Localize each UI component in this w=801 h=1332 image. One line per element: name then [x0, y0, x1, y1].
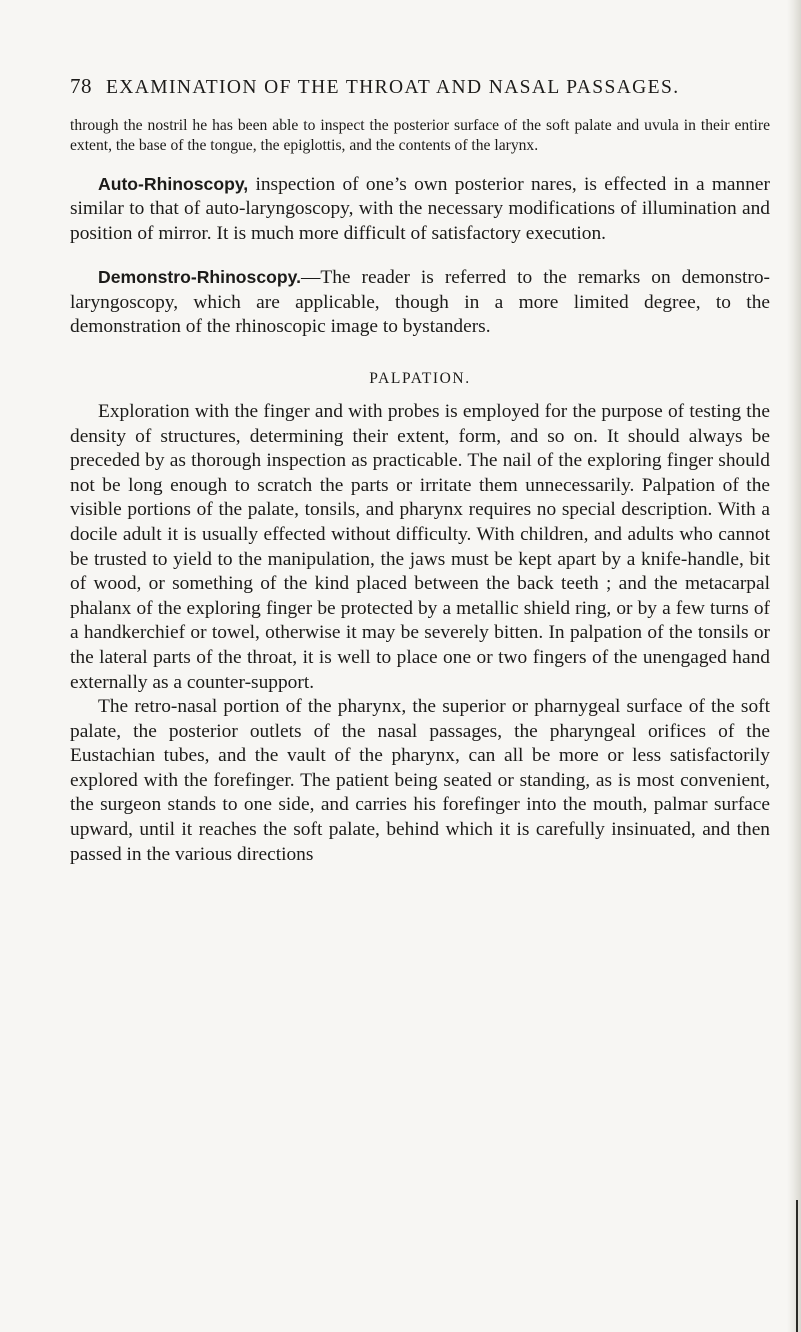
- auto-rhinoscopy-text: inspection of one’s own posterior nares, is effected in a manner similar to that of auto-laryngoscopy, with the necessary modifications of illumination and position of mirror. It is much more difficult of satisfactory execution.: [70, 173, 770, 244]
- intro-paragraph: through the nostril he has been able to inspect the posterior surface of the soft palate and uvula in their entire extent, the base of the tongue, the epiglottis, and the contents of the larynx.: [70, 117, 770, 154]
- demonstro-rhinoscopy-lead: Demonstro-Rhinoscopy.: [98, 267, 301, 288]
- section-heading-palpation: PALPATION.: [369, 369, 471, 387]
- demonstro-rhinoscopy-text: —The reader is referred to the remarks on demonstro-laryngoscopy, which are applicable, though in a more limited degree, to the demonstration of the rhinoscopic image to bystanders.: [70, 267, 770, 338]
- page-number: 78: [70, 74, 92, 98]
- running-head-title: EXAMINATION OF THE THROAT AND NASAL PASSAGES.: [106, 77, 680, 98]
- auto-rhinoscopy-paragraph: [70, 172, 770, 247]
- palpation-paragraph-1: Exploration with the finger and with probes is employed for the purpose of testing the density of structures, determining their extent, form, and so on. It should always be preceded by as thorough inspection as practicable. The nail of the exploring finger should not be long enough to scratch the parts or irritate them unnecessarily. Palpation of the visible portions of the palate, tonsils, and pharynx requires no special description. With a docile adult it is usually effected without difficulty. With children, and adults who cannot be trusted to yield to the manipulation, the jaws must be kept apart by a knife-handle, bit of wood, or something of the kind placed between the back teeth ; and the metacarpal phalanx of the exploring finger be protected by a metallic shield ring, or by a few turns of a handkerchief or towel, otherwise it may be severely bitten. In palpation of the tonsils or the lateral parts of the throat, it is well to place one or two fingers of the unengaged hand externally as a counter-support.: [70, 400, 770, 693]
- running-head: [70, 74, 770, 106]
- auto-rhinoscopy-lead: Auto-Rhinoscopy,: [98, 173, 249, 194]
- palpation-paragraph-2: The retro-nasal portion of the pharynx, the superior or pharnygeal surface of the soft palate, the posterior outlets of the nasal passages, the pharyngeal orifices of the Eustachian tubes, and the vault of the pharynx, can all be more or less satisfactorily explored with the forefinger. The patient being seated or standing, as is most convenient, the surgeon stands to one side, and carries his forefinger into the mouth, palmar surface upward, until it reaches the soft palate, behind which it is carefully insinuated, and then passed in the various directions: [70, 696, 770, 865]
- page-edge-line: [796, 1200, 798, 1332]
- book-page: [70, 74, 770, 867]
- demonstro-rhinoscopy-paragraph: [70, 265, 770, 340]
- page-edge-shadow: [787, 0, 801, 1332]
